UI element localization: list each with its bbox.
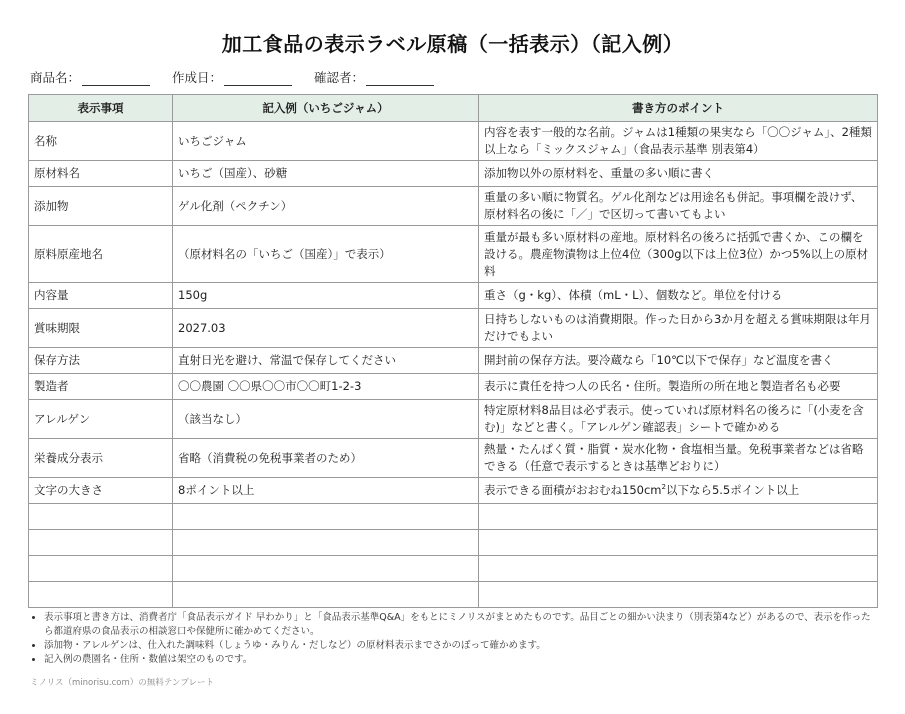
empty-cell[interactable] [479, 556, 878, 582]
empty-cell[interactable] [29, 582, 173, 608]
created-date-blank[interactable] [224, 72, 292, 86]
row-item: 賞味期限 [29, 309, 173, 348]
table-row [29, 122, 878, 161]
row-point: 特定原材料8品目は必ず表示。使っていれば原材料名の後ろに「(小麦を含む)」などと書く。「アレルゲン確認表」シートで確かめる [479, 400, 878, 439]
row-item: 添加物 [29, 187, 173, 226]
row-example[interactable]: 直射日光を避け、常温で保存してください [173, 348, 479, 374]
empty-cell[interactable] [173, 530, 479, 556]
empty-cell[interactable] [479, 504, 878, 530]
point-text-pre: 表示できる面積がおおむね150cm [484, 483, 662, 497]
product-name-label: 商品名： [30, 70, 81, 85]
point-text-post: 以下なら5.5ポイント以上 [665, 483, 800, 497]
row-example[interactable]: （該当なし） [173, 400, 479, 439]
table-row [29, 161, 878, 187]
empty-row [29, 582, 878, 608]
empty-cell[interactable] [29, 504, 173, 530]
empty-cell[interactable] [479, 582, 878, 608]
note-item: • 添加物・アレルゲンは、仕入れた調味料（しょうゆ・みりん・だしなど）の原材料表示までさかのぼって確かめます。 [44, 639, 875, 653]
row-point: 表示に責任を持つ人の氏名・住所。製造所の所在地と製造者名も必要 [479, 374, 878, 400]
row-point: 重量の多い順に物質名。ゲル化剤などは用途名も併記。事項欄を設けず、原材料名の後に「／」で区切って書いてもよい [479, 187, 878, 226]
page-title: 加工食品の表示ラベル原稿（一括表示）（記入例） [221, 32, 684, 56]
row-item: 文字の大きさ [29, 478, 173, 504]
row-item: 保存方法 [29, 348, 173, 374]
column-header-example: 記入例（いちごジャム） [173, 95, 479, 122]
product-name-field [30, 68, 150, 86]
row-item: 名称 [29, 122, 173, 161]
label-table [28, 94, 878, 608]
row-example[interactable]: 〇〇農園 〇〇県〇〇市〇〇町1-2-3 [173, 374, 479, 400]
note-item: • 表示事項と書き方は、消費者庁「食品表示ガイド 早わかり」と「食品表示基準Q&A」をもとにミノリスがまとめたものです。品目ごとの細かい決まり（別表第4など）があるので、表示を作ったら都道府県の食品表示の相談窓口や保健所に確かめてください。 [44, 611, 875, 639]
empty-row [29, 504, 878, 530]
created-date-field [172, 68, 292, 86]
row-example[interactable]: 省略（消費税の免税事業者のため） [173, 439, 479, 478]
row-example[interactable]: （原材料名の「いちご（国産）」で表示） [173, 226, 479, 283]
checker-blank[interactable] [366, 72, 434, 86]
empty-cell[interactable] [29, 530, 173, 556]
empty-cell[interactable] [173, 556, 479, 582]
table-row [29, 478, 878, 504]
note-item: • 記入例の農園名・住所・数値は架空のものです。 [44, 653, 875, 667]
checker-field [314, 68, 434, 86]
row-item: アレルゲン [29, 400, 173, 439]
empty-cell[interactable] [173, 582, 479, 608]
row-example[interactable]: 2027.03 [173, 309, 479, 348]
column-header-point: 書き方のポイント [479, 95, 878, 122]
column-header-item: 表示事項 [29, 95, 173, 122]
empty-row [29, 530, 878, 556]
row-point: 重量が最も多い原材料の産地。原材料名の後ろに括弧で書くか、この欄を設ける。農産物漬物は上位4位（300g以下は上位3位）かつ5%以上の原材料 [479, 226, 878, 283]
table-row [29, 226, 878, 283]
table-row [29, 309, 878, 348]
table-row [29, 374, 878, 400]
empty-cell[interactable] [173, 504, 479, 530]
table-row [29, 348, 878, 374]
row-point: 内容を表す一般的な名前。ジャムは1種類の果実なら「〇〇ジャム」、2種類以上なら「ミックスジャム」（食品表示基準 別表第4） [479, 122, 878, 161]
row-item: 栄養成分表示 [29, 439, 173, 478]
notes [30, 611, 875, 667]
row-example[interactable]: 8ポイント以上 [173, 478, 479, 504]
header-fields [30, 68, 456, 86]
row-point [479, 478, 878, 504]
product-name-blank[interactable] [82, 72, 150, 86]
table-row [29, 283, 878, 309]
row-example[interactable]: 150g [173, 283, 479, 309]
row-item: 原材料名 [29, 161, 173, 187]
table-row [29, 400, 878, 439]
row-point: 熱量・たんぱく質・脂質・炭水化物・食塩相当量。免税事業者などは省略できる（任意で表示するときは基準どおりに） [479, 439, 878, 478]
row-point: 開封前の保存方法。要冷蔵なら「10℃以下で保存」など温度を書く [479, 348, 878, 374]
empty-row [29, 556, 878, 582]
row-point: 添加物以外の原材料を、重量の多い順に書く [479, 161, 878, 187]
row-example[interactable]: いちご（国産）、砂糖 [173, 161, 479, 187]
empty-cell[interactable] [479, 530, 878, 556]
table-header-row [29, 95, 878, 122]
checker-label: 確認者： [314, 70, 365, 85]
created-date-label: 作成日： [172, 70, 223, 85]
row-point: 重さ（g・kg）、体積（mL・L）、個数など。単位を付ける [479, 283, 878, 309]
point-text-sup: 2 [661, 483, 666, 492]
row-item: 内容量 [29, 283, 173, 309]
table-row [29, 439, 878, 478]
row-item: 原料原産地名 [29, 226, 173, 283]
row-point: 日持ちしないものは消費期限。作った日から3か月を超える賞味期限は年月だけでもよい [479, 309, 878, 348]
notes-list [30, 611, 875, 667]
table-row [29, 187, 878, 226]
footer-credit: ミノリス（minorisu.com）の無料テンプレート [30, 678, 214, 688]
empty-cell[interactable] [29, 556, 173, 582]
row-example[interactable]: ゲル化剤（ペクチン） [173, 187, 479, 226]
row-item: 製造者 [29, 374, 173, 400]
row-example[interactable]: いちごジャム [173, 122, 479, 161]
